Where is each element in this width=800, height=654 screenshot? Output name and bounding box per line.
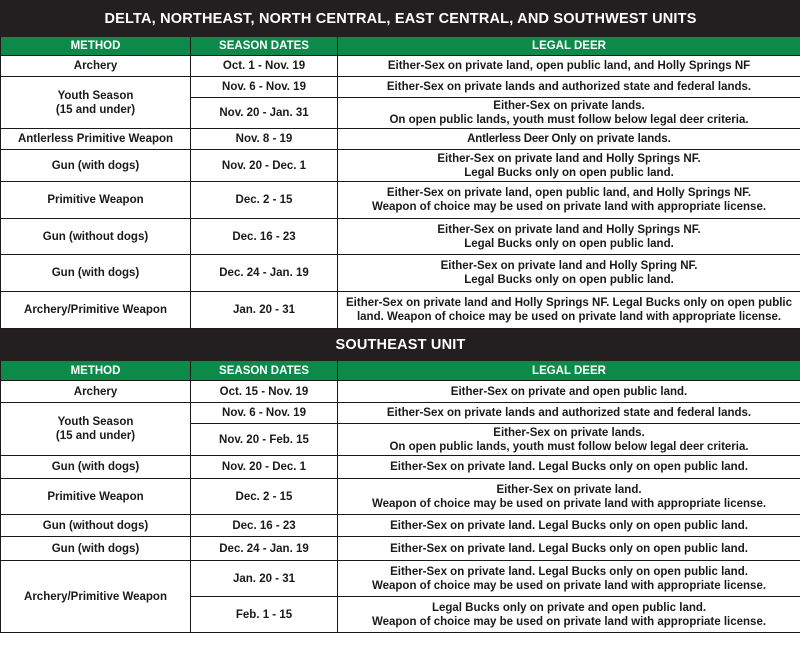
dates-cell: Nov. 6 - Nov. 19 <box>191 403 338 424</box>
legal-line: Weapon of choice may be used on private land with appropriate license. <box>371 615 767 628</box>
legal-cell <box>338 403 800 424</box>
table-row <box>1 129 800 150</box>
legal-cell <box>338 182 800 219</box>
legal-cell <box>338 456 800 479</box>
method-cell: Antlerless Primitive Weapon <box>1 129 191 150</box>
table-row <box>1 381 800 403</box>
legal-cell <box>338 150 800 182</box>
legal-line: Either-Sex on private land. Legal Bucks only on open public land. <box>390 519 748 532</box>
legal-cell <box>338 424 800 456</box>
method-cell: Archery/Primitive Weapon <box>1 561 191 633</box>
table-row <box>1 150 800 182</box>
legal-line: Either-Sex on private land and Holly Springs NF. <box>437 223 701 236</box>
legal-emphasis: Antlerless Deer Only <box>467 133 577 145</box>
legal-line: Either-Sex on private land and Holly Spring NF. <box>440 260 698 272</box>
legal-line: Weapon of choice may be used on private land with appropriate license. <box>371 497 767 510</box>
table-row <box>1 456 800 479</box>
table-row <box>1 561 800 597</box>
legal-line: Either-Sex on private land and Holly Springs NF. Legal Bucks only on open public <box>346 297 793 309</box>
dates-cell: Dec. 16 - 23 <box>191 219 338 255</box>
legal-cell <box>338 292 800 329</box>
method-cell: Gun (without dogs) <box>1 515 191 537</box>
legal-line: Either-Sex on private land. Legal Bucks only on open public land. <box>390 565 748 578</box>
legal-line: Weapon of choice may be used on private land with appropriate license. <box>371 201 767 213</box>
dates-cell: Jan. 20 - 31 <box>191 292 338 329</box>
table-row <box>1 292 800 329</box>
method-cell: Archery <box>1 56 191 77</box>
method-cell <box>1 77 191 129</box>
method-cell <box>1 403 191 456</box>
table-row <box>1 182 800 219</box>
header-method: METHOD <box>1 37 191 56</box>
legal-line: Either-Sex on private land and Holly Springs NF. <box>437 152 701 165</box>
legal-cell <box>338 255 800 292</box>
method-cell: Gun (with dogs) <box>1 255 191 292</box>
legal-cell <box>338 515 800 537</box>
legal-line: Either-Sex on private land, open public land, and Holly Springs NF <box>387 60 751 72</box>
legal-line: Either-Sex on private lands and authorized state and federal lands. <box>386 407 752 419</box>
method-line: Youth Season <box>57 416 134 428</box>
dates-cell: Oct. 1 - Nov. 19 <box>191 56 338 77</box>
header-legal-deer: LEGAL DEER <box>338 361 800 381</box>
legal-line: Either-Sex on private land. Legal Bucks only on open public land. <box>390 461 748 473</box>
method-line: Youth Season <box>57 89 134 102</box>
table-row <box>1 515 800 537</box>
dates-cell: Dec. 2 - 15 <box>191 182 338 219</box>
section-title: DELTA, NORTHEAST, NORTH CENTRAL, EAST CENTRAL, AND SOUTHWEST UNITS <box>1 1 800 37</box>
method-cell: Archery/Primitive Weapon <box>1 292 191 329</box>
legal-line: Either-Sex on private and open public land. <box>450 385 688 398</box>
dates-cell: Nov. 6 - Nov. 19 <box>191 77 338 98</box>
section-title: SOUTHEAST UNIT <box>1 329 800 361</box>
dates-cell: Dec. 2 - 15 <box>191 479 338 515</box>
legal-line: land. Weapon of choice may be used on private land with appropriate license. <box>356 311 782 323</box>
section-title-row <box>1 329 800 361</box>
method-cell: Gun (with dogs) <box>1 456 191 479</box>
table-row <box>1 56 800 77</box>
dates-cell: Dec. 16 - 23 <box>191 515 338 537</box>
legal-line: On open public lands, youth must follow below legal deer criteria. <box>389 440 749 453</box>
legal-line: Either-Sex on private lands. <box>493 426 645 439</box>
legal-line: Weapon of choice may be used on private land with appropriate license. <box>371 579 767 592</box>
dates-cell: Oct. 15 - Nov. 19 <box>191 381 338 403</box>
legal-cell <box>338 77 800 98</box>
legal-line: Either-Sex on private land, open public land, and Holly Springs NF. <box>386 187 752 199</box>
header-season-dates: SEASON DATES <box>191 37 338 56</box>
legal-line: Either-Sex on private lands. <box>493 100 645 112</box>
dates-cell: Dec. 24 - Jan. 19 <box>191 537 338 561</box>
table-row <box>1 77 800 98</box>
legal-line: Legal Bucks only on open public land. <box>464 166 674 179</box>
dates-cell: Nov. 20 - Feb. 15 <box>191 424 338 456</box>
table-row <box>1 403 800 424</box>
method-cell: Primitive Weapon <box>1 182 191 219</box>
legal-cell <box>338 98 800 129</box>
table-row <box>1 537 800 561</box>
legal-cell <box>338 129 800 150</box>
method-cell: Archery <box>1 381 191 403</box>
section-title-row <box>1 1 800 37</box>
dates-cell: Nov. 20 - Jan. 31 <box>191 98 338 129</box>
dates-cell: Dec. 24 - Jan. 19 <box>191 255 338 292</box>
dates-cell: Nov. 20 - Dec. 1 <box>191 150 338 182</box>
table-row <box>1 255 800 292</box>
legal-cell <box>338 381 800 403</box>
legal-line: Legal Bucks only on open public land. <box>464 274 674 286</box>
dates-cell: Feb. 1 - 15 <box>191 597 338 633</box>
legal-line: On open public lands, youth must follow below legal deer criteria. <box>389 114 749 126</box>
legal-cell <box>338 537 800 561</box>
legal-line: Either-Sex on private land. <box>496 483 642 496</box>
method-cell: Gun (without dogs) <box>1 219 191 255</box>
legal-cell <box>338 56 800 77</box>
legal-cell <box>338 561 800 597</box>
legal-cell <box>338 219 800 255</box>
legal-cell <box>338 597 800 633</box>
legal-line: Legal Bucks only on open public land. <box>464 237 674 250</box>
method-cell: Gun (with dogs) <box>1 150 191 182</box>
legal-line: on private lands. <box>576 133 671 145</box>
legal-line: Either-Sex on private lands and authorized state and federal lands. <box>386 81 752 93</box>
header-season-dates: SEASON DATES <box>191 361 338 381</box>
legal-line: Either-Sex on private land. Legal Bucks only on open public land. <box>390 542 748 555</box>
method-subline: (15 and under) <box>55 430 136 442</box>
dates-cell: Nov. 20 - Dec. 1 <box>191 456 338 479</box>
header-legal-deer: LEGAL DEER <box>338 37 800 56</box>
legal-cell <box>338 479 800 515</box>
method-cell: Primitive Weapon <box>1 479 191 515</box>
method-cell: Gun (with dogs) <box>1 537 191 561</box>
method-subline: (15 and under) <box>55 103 136 116</box>
dates-cell: Nov. 8 - 19 <box>191 129 338 150</box>
header-method: METHOD <box>1 361 191 381</box>
dates-cell: Jan. 20 - 31 <box>191 561 338 597</box>
column-header-row <box>1 361 800 381</box>
legal-line: Legal Bucks only on private and open public land. <box>431 601 707 614</box>
table-row <box>1 219 800 255</box>
column-header-row <box>1 37 800 56</box>
table-row <box>1 479 800 515</box>
